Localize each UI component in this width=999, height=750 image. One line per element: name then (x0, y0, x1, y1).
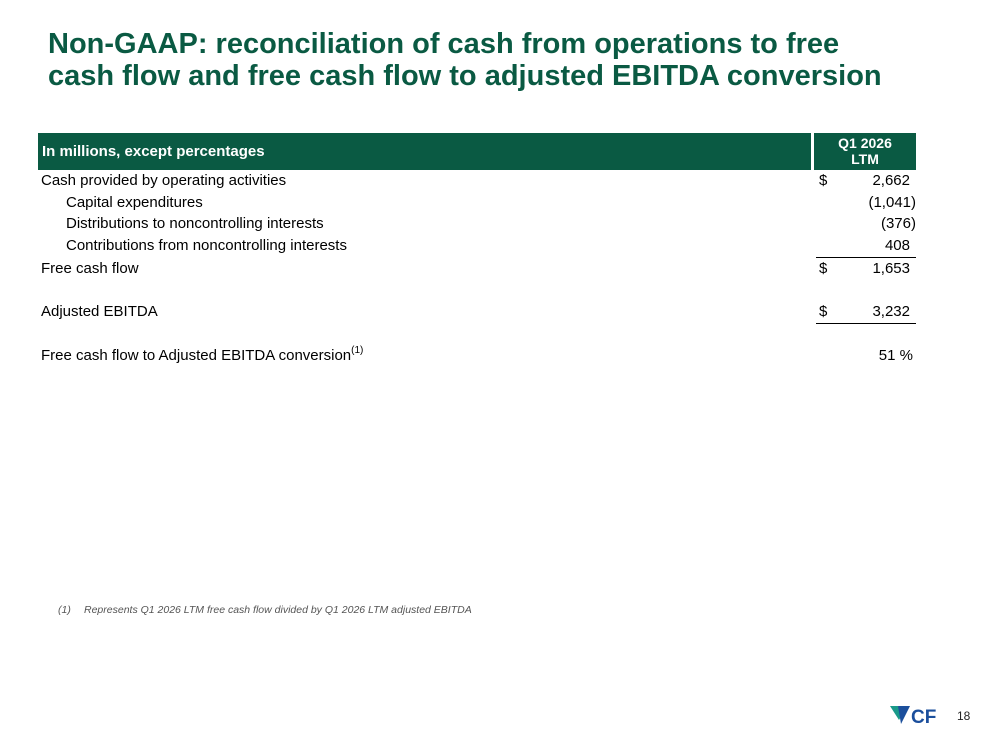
slide-title (48, 28, 968, 92)
table-row (38, 235, 916, 257)
table-row (38, 258, 916, 280)
column-header-line-2: LTM (851, 151, 879, 167)
row-value: 51 % (878, 346, 913, 364)
currency-symbol: $ (819, 303, 828, 320)
row-label: Capital expenditures (66, 193, 203, 211)
footnote-text: Represents Q1 2026 LTM free cash flow divided by Q1 2026 LTM adjusted EBITDA (84, 604, 472, 616)
reconciliation-table (38, 133, 916, 366)
row-value: 2,662 (872, 172, 910, 189)
row-value: 3,232 (872, 303, 910, 320)
table-row (38, 170, 916, 192)
row-label: Adjusted EBITDA (41, 303, 158, 320)
row-label: Free cash flow (41, 260, 139, 277)
row-label: Cash provided by operating activities (41, 172, 287, 189)
table-header (38, 133, 916, 170)
row-label (41, 344, 364, 364)
row-label: Contributions from noncontrolling interests (66, 236, 347, 254)
slide-title-line-2: cash flow and free cash flow to adjusted EBITDA conversion (48, 60, 882, 92)
footnote-number: (1) (58, 604, 71, 616)
table-row (38, 345, 916, 367)
table-row (38, 301, 916, 323)
currency-symbol: $ (819, 172, 828, 189)
row-value: (376) (880, 215, 916, 232)
page-number: 18 (957, 709, 971, 723)
row-label-text: Free cash flow to Adjusted EBITDA conversion (41, 346, 352, 364)
footnote-ref: (1) (351, 344, 364, 356)
spacer-row (38, 280, 916, 302)
row-value: 1,653 (872, 260, 910, 277)
logo-text: CF (911, 707, 937, 727)
table-row (38, 192, 916, 214)
footnote (58, 604, 472, 616)
logo-mark-right (898, 706, 910, 724)
row-value: (1,041) (868, 193, 916, 211)
column-header-line-1: Q1 2026 (838, 135, 892, 151)
column-header-q1-2026-ltm (814, 135, 916, 167)
currency-symbol: $ (819, 260, 828, 277)
row-label: Distributions to noncontrolling interests (66, 215, 324, 232)
table-row (38, 213, 916, 235)
slide-title-line-1: Non-GAAP: reconciliation of cash from operations to free (48, 28, 840, 60)
cf-logo (890, 703, 942, 727)
row-value: 408 (884, 236, 910, 254)
spacer-row (38, 323, 916, 345)
table-header-label: In millions, except percentages (42, 143, 265, 160)
